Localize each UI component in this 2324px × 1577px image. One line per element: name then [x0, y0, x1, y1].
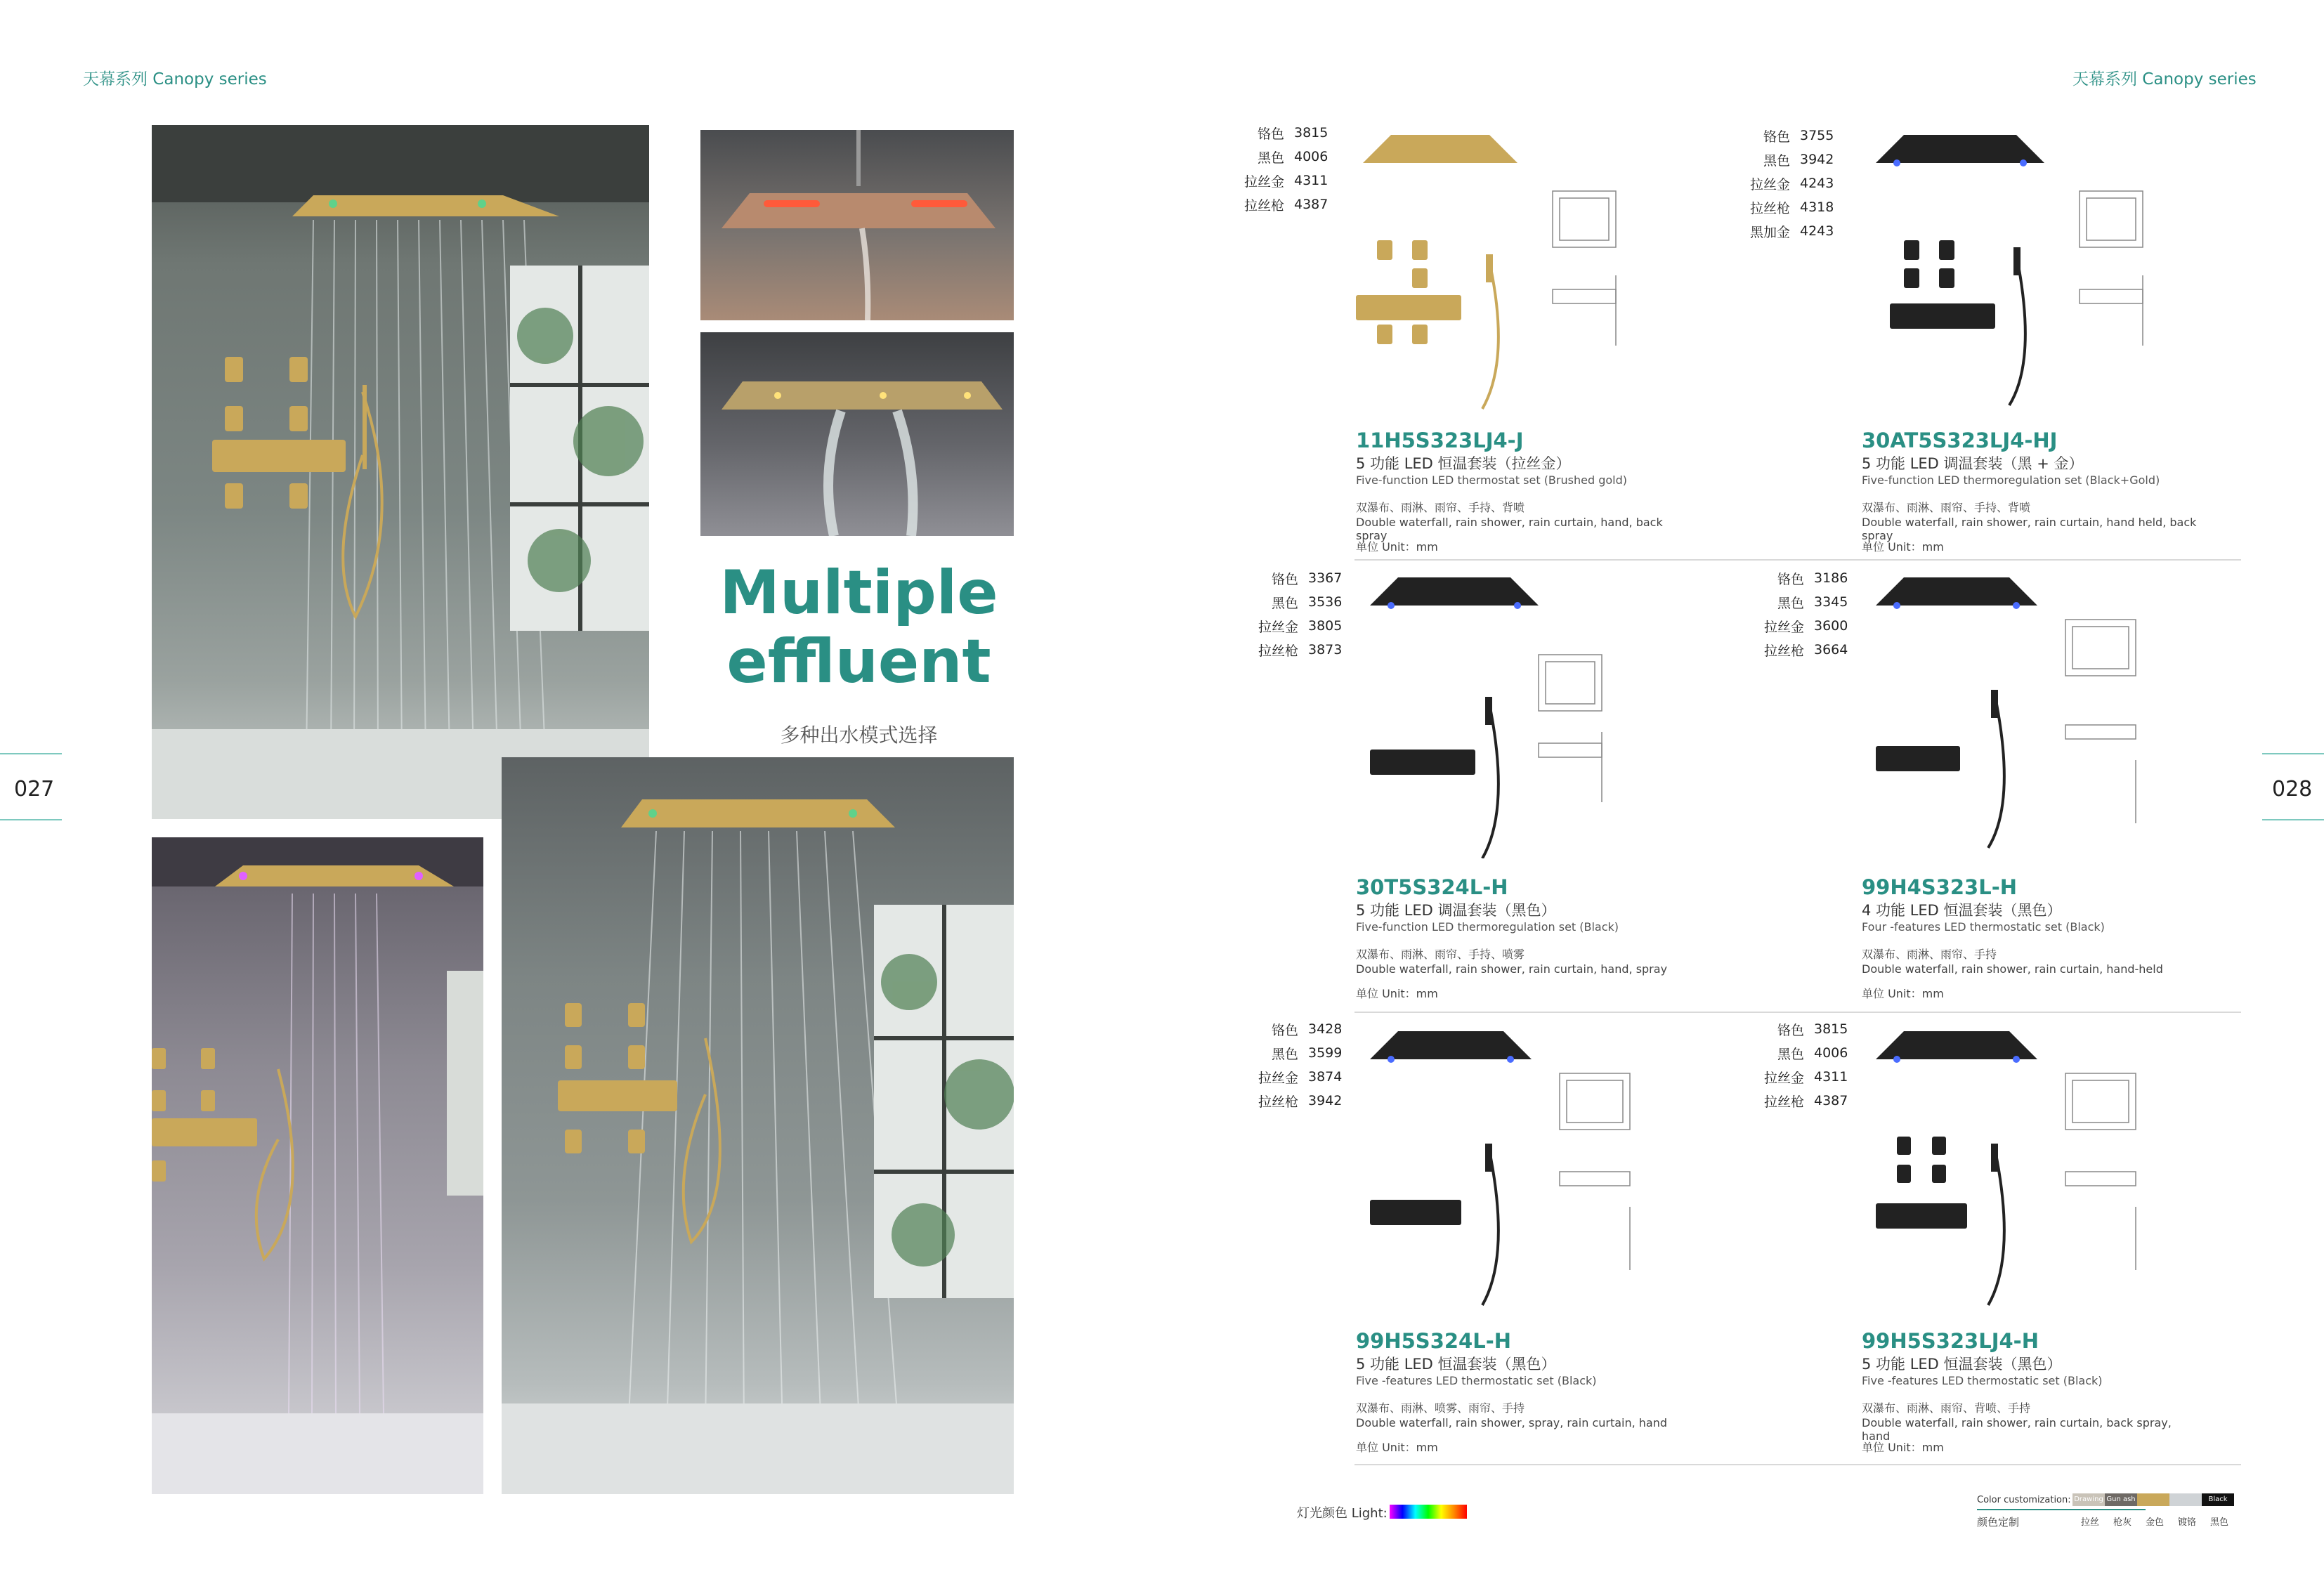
price-list: [1749, 1017, 1863, 1113]
product-unit: 单位 Unit：mm: [1356, 540, 1438, 554]
price-value: 4387: [1814, 1093, 1848, 1108]
price-value: 3873: [1308, 642, 1343, 657]
product-name-en: Five-function LED thermoregulation set (Black+Gold): [1862, 473, 2160, 487]
price-value: 3805: [1308, 618, 1343, 634]
price-color: 拉丝金: [1749, 176, 1790, 192]
price-value: 3874: [1308, 1069, 1343, 1085]
product-modes-en: Double waterfall, rain shower, rain curtain, hand-held: [1862, 962, 2163, 976]
product-drawing: [1370, 577, 1679, 858]
price-value: 3942: [1308, 1093, 1343, 1108]
product-modes-en: Double waterfall, rain shower, spray, rain curtain, hand: [1356, 1416, 1668, 1429]
product-modes-en: Double waterfall, rain shower, rain curtain, hand, back spray: [1356, 516, 1663, 542]
price-value: 3815: [1814, 1021, 1848, 1037]
product-card: [1735, 566, 2199, 1002]
product-name-en: Five-function LED thermostat set (Brushed gold): [1356, 473, 1627, 487]
product-modes-en: Double waterfall, rain shower, rain curtain, hand held, back spray: [1862, 516, 2197, 542]
product-card: [1229, 566, 1693, 1002]
product-modes-zh: 双瀑布、雨淋、雨帘、背喷、手持: [1862, 1401, 2031, 1415]
price-color: 铬色: [1257, 126, 1284, 142]
price-value: 3186: [1814, 570, 1848, 586]
price-value: 3664: [1814, 642, 1848, 657]
product-modes-zh: 双瀑布、雨淋、喷雾、雨帘、手持: [1356, 1401, 1525, 1415]
price-value: 4243: [1800, 176, 1834, 191]
price-color: 黑色: [1777, 595, 1804, 611]
price-value: 3600: [1814, 618, 1848, 634]
price-color: 铬色: [1777, 571, 1804, 587]
product-card: [1735, 124, 2199, 559]
product-unit: 单位 Unit：mm: [1862, 1441, 1944, 1454]
product-name-zh: 5 功能 LED 调温套装（黑 + 金）: [1862, 455, 2084, 472]
product-card: [1229, 1017, 1693, 1453]
light-color-label: 灯光颜色 Light:: [1297, 1506, 1388, 1521]
price-list: [1229, 121, 1343, 216]
price-color: 拉丝枪: [1258, 643, 1298, 659]
swatch-drawing: [2072, 1493, 2105, 1506]
price-value: 4243: [1800, 223, 1834, 239]
swatch-label: Black: [2208, 1496, 2228, 1503]
price-value: 4311: [1814, 1069, 1848, 1085]
product-unit: 单位 Unit：mm: [1862, 987, 1944, 1000]
price-value: 4318: [1800, 199, 1834, 215]
product-name-zh: 5 功能 LED 恒温套装（黑色）: [1862, 1356, 2062, 1373]
price-color: 黑色: [1257, 150, 1284, 166]
price-color: 拉丝枪: [1763, 1094, 1804, 1110]
price-value: 3942: [1800, 152, 1834, 167]
headline-line-1: Multiple: [719, 558, 998, 628]
product-code: 99H5S323LJ4-H: [1862, 1329, 2039, 1353]
swatch-name-zh: 金色: [2145, 1517, 2164, 1528]
price-value: 3536: [1308, 594, 1343, 610]
product-drawing: [1876, 577, 2185, 858]
price-list: [1735, 124, 1849, 243]
color-custom-label-en: Color customization:: [1977, 1495, 2071, 1505]
product-name-en: Five -features LED thermostatic set (Black): [1356, 1374, 1597, 1387]
product-modes-zh: 双瀑布、雨淋、雨帘、手持、背喷: [1862, 501, 2031, 514]
product-drawing: [1370, 1031, 1679, 1312]
shower-photo-purple: [152, 837, 483, 1494]
product-unit: 单位 Unit：mm: [1356, 1441, 1438, 1454]
product-unit: 单位 Unit：mm: [1356, 987, 1438, 1000]
price-color: 拉丝金: [1763, 619, 1804, 635]
series-title-left: 天幕系列 Canopy series: [83, 70, 267, 89]
price-list: [1243, 566, 1357, 662]
page-number-left: 027: [14, 777, 55, 801]
price-value: 4006: [1294, 149, 1329, 164]
product-code: 99H5S324L-H: [1356, 1329, 1512, 1353]
product-name-zh: 5 功能 LED 调温套装（黑色）: [1356, 902, 1556, 919]
price-color: 黑色: [1271, 1046, 1298, 1062]
swatch-name-zh: 镀铬: [2177, 1517, 2196, 1528]
product-name-en: Five -features LED thermostatic set (Black): [1862, 1374, 2103, 1387]
page-number-rule: [0, 753, 62, 754]
light-spectrum-bar: [1390, 1505, 1467, 1519]
swatch-black: [2202, 1493, 2234, 1506]
product-modes-zh: 双瀑布、雨淋、雨帘、手持: [1862, 948, 1997, 961]
price-color: 铬色: [1271, 571, 1298, 587]
price-color: 拉丝枪: [1258, 1094, 1298, 1110]
page-number-rule: [0, 819, 62, 820]
price-value: 3428: [1308, 1021, 1343, 1037]
headline: [703, 558, 1015, 696]
price-value: 4006: [1814, 1045, 1848, 1061]
product-card: [1229, 121, 1693, 556]
product-modes-en: Double waterfall, rain shower, rain curtain, back spray, hand: [1862, 1416, 2172, 1443]
price-value: 3345: [1814, 594, 1848, 610]
price-color: 铬色: [1763, 129, 1790, 145]
product-drawing: [1356, 135, 1665, 416]
price-value: 4387: [1294, 197, 1329, 212]
price-list: [1749, 566, 1863, 662]
row-divider: [1354, 559, 2241, 561]
price-color: 黑色: [1763, 152, 1790, 169]
swatch-name-zh: 枪灰: [2113, 1517, 2132, 1528]
shower-photo-red-led: [700, 130, 1014, 320]
product-name-en: Five-function LED thermoregulation set (Black): [1356, 920, 1619, 934]
price-value: 3599: [1308, 1045, 1343, 1061]
price-color: 拉丝金: [1258, 1070, 1298, 1086]
product-drawing: [1876, 1031, 2185, 1312]
product-code: 30T5S324L-H: [1356, 875, 1508, 899]
row-divider: [1354, 1464, 2241, 1465]
page-number-right: 028: [2272, 777, 2313, 801]
product-code: 11H5S323LJ4-J: [1356, 428, 1524, 452]
price-color: 拉丝金: [1258, 619, 1298, 635]
page-number-rule: [2262, 753, 2324, 754]
shower-photo-waterfall: [700, 332, 1014, 536]
product-card: [1735, 1017, 2199, 1453]
row-divider: [1354, 1012, 2241, 1013]
swatch-gold: [2137, 1493, 2169, 1506]
product-modes-zh: 双瀑布、雨淋、雨帘、手持、喷雾: [1356, 948, 1525, 961]
price-list: [1243, 1017, 1357, 1113]
product-name-zh: 5 功能 LED 恒温套装（拉丝金）: [1356, 455, 1571, 472]
price-value: 4311: [1294, 173, 1329, 188]
price-color: 拉丝金: [1763, 1070, 1804, 1086]
price-color: 黑加金: [1749, 224, 1790, 240]
swatch-gun-ash: [2105, 1493, 2137, 1506]
product-name-zh: 5 功能 LED 恒温套装（黑色）: [1356, 1356, 1556, 1373]
product-modes-zh: 双瀑布、雨淋、雨帘、手持、背喷: [1356, 501, 1525, 514]
price-color: 黑色: [1777, 1046, 1804, 1062]
swatch-chrome: [2169, 1493, 2202, 1506]
price-color: 拉丝枪: [1749, 200, 1790, 216]
product-drawing: [1876, 135, 2185, 416]
series-title-right: 天幕系列 Canopy series: [2072, 70, 2257, 89]
price-color: 拉丝金: [1243, 174, 1284, 190]
product-code: 30AT5S323LJ4-HJ: [1862, 428, 2058, 452]
swatch-name-zh: 拉丝: [2080, 1517, 2099, 1528]
shower-photo-main: [152, 125, 649, 819]
price-color: 铬色: [1777, 1022, 1804, 1038]
price-color: 拉丝枪: [1243, 197, 1284, 214]
color-custom-underline: [1977, 1509, 2146, 1510]
page-number-rule: [2262, 819, 2324, 820]
product-name-en: Four -features LED thermostatic set (Black): [1862, 920, 2105, 934]
headline-line-2: effluent: [726, 627, 991, 697]
price-value: 3755: [1800, 128, 1834, 143]
swatch-label: Drawing: [2074, 1496, 2103, 1503]
headline-subtitle: 多种出水模式选择: [780, 724, 938, 747]
price-color: 铬色: [1271, 1022, 1298, 1038]
shower-photo-rain: [502, 757, 1014, 1494]
price-value: 3815: [1294, 125, 1329, 140]
swatch-name-zh: 黑色: [2209, 1517, 2228, 1528]
swatch-label: Gun ash: [2106, 1496, 2136, 1503]
price-value: 3367: [1308, 570, 1343, 586]
product-name-zh: 4 功能 LED 恒温套装（黑色）: [1862, 902, 2062, 919]
price-color: 拉丝枪: [1763, 643, 1804, 659]
product-code: 99H4S323L-H: [1862, 875, 2018, 899]
product-modes-en: Double waterfall, rain shower, rain curtain, hand, spray: [1356, 962, 1668, 976]
price-color: 黑色: [1271, 595, 1298, 611]
color-custom-label-zh: 颜色定制: [1977, 1516, 2020, 1529]
product-unit: 单位 Unit：mm: [1862, 540, 1944, 554]
